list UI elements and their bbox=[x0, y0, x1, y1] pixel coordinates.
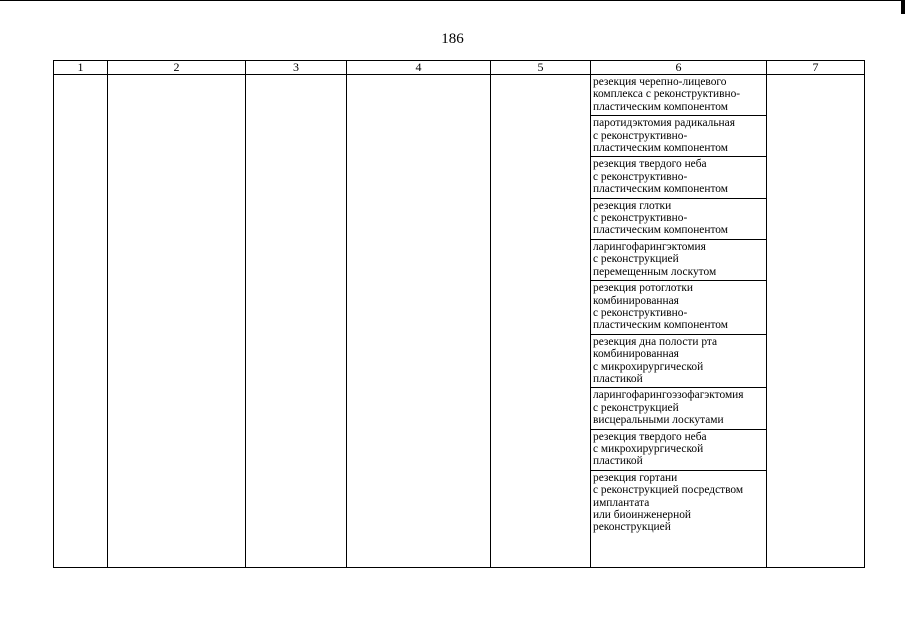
cell-col-6-procedures bbox=[591, 75, 767, 568]
procedure-item: ларингофарингоэзофагэктомия с реконструкцией висцеральными лоскутами bbox=[591, 388, 767, 429]
procedure-item: резекция твердого неба с микрохирургической пластикой bbox=[591, 430, 767, 471]
page-number: 186 bbox=[441, 31, 464, 47]
column-header-7: 7 bbox=[767, 61, 865, 75]
procedure-item: резекция черепно-лицевого комплекса с реконструктивно- пластическим компонентом bbox=[591, 75, 767, 116]
cell-col-7 bbox=[767, 75, 865, 568]
procedure-item: резекция ротоглотки комбинированная с реконструктивно- пластическим компонентом bbox=[591, 281, 767, 335]
column-header-2: 2 bbox=[108, 61, 246, 75]
column-header-1: 1 bbox=[54, 61, 108, 75]
procedure-item: резекция глотки с реконструктивно- пластическим компонентом bbox=[591, 199, 767, 240]
column-header-6: 6 bbox=[591, 61, 767, 75]
procedures-table bbox=[53, 60, 865, 568]
top-border-line bbox=[0, 0, 905, 1]
table-row bbox=[54, 75, 865, 568]
column-header-3: 3 bbox=[246, 61, 347, 75]
cell-col-5 bbox=[491, 75, 591, 568]
procedure-item: ларингофарингэктомия с реконструкцией перемещенным лоскутом bbox=[591, 240, 767, 281]
procedure-item: резекция гортани с реконструкцией посредством имплантата или биоинженерной реконструкцией bbox=[591, 471, 767, 536]
column-header-5: 5 bbox=[491, 61, 591, 75]
top-right-mark bbox=[901, 0, 905, 14]
cell-col-3 bbox=[246, 75, 347, 568]
cell-col-4 bbox=[347, 75, 491, 568]
procedure-item: резекция твердого неба с реконструктивно- пластическим компонентом bbox=[591, 157, 767, 198]
procedure-list bbox=[591, 75, 766, 536]
column-header-4: 4 bbox=[347, 61, 491, 75]
cell-col-1 bbox=[54, 75, 108, 568]
header-row bbox=[54, 61, 865, 75]
procedure-item: паротидэктомия радикальная с реконструктивно- пластическим компонентом bbox=[591, 116, 767, 157]
procedure-item: резекция дна полости рта комбинированная с микрохирургической пластикой bbox=[591, 335, 767, 389]
cell-col-2 bbox=[108, 75, 246, 568]
